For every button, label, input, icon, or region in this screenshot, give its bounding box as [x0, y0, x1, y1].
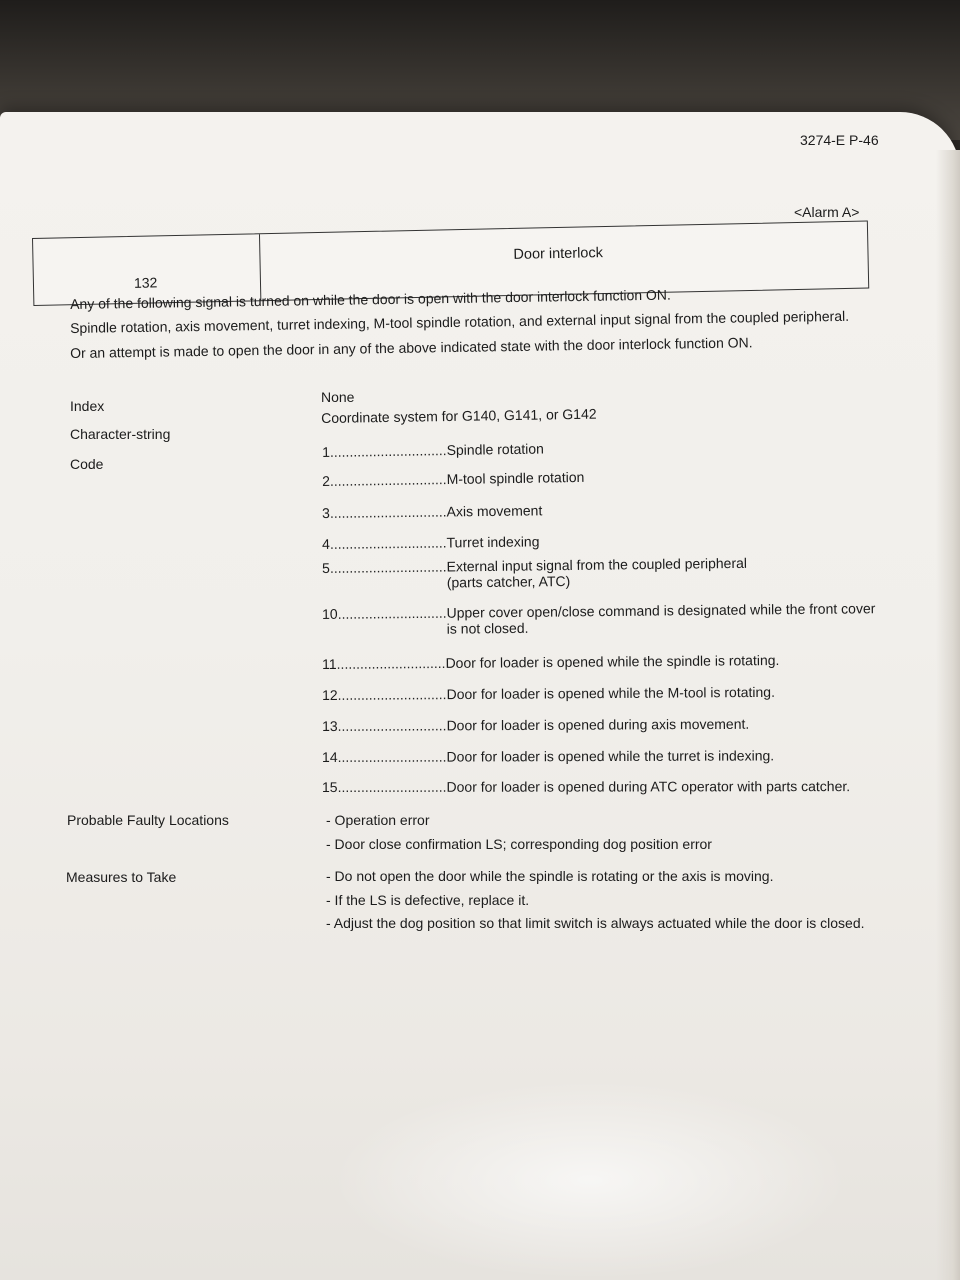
code-number: 13	[322, 717, 338, 734]
code-number: 15	[322, 778, 338, 795]
measure-item-2: - If the LS is defective, replace it.	[326, 892, 530, 908]
document-code: 3274-E P-46	[800, 132, 879, 148]
description-line-3: Or an attempt is made to open the door in any of the above indicated state with the door interlock function ON.	[70, 334, 753, 361]
leader-dots: ............................	[337, 686, 447, 703]
section-heading: <Alarm A>	[794, 204, 860, 220]
measures-label: Measures to Take	[66, 869, 177, 885]
code-description: Door for loader is opened during ATC operator with parts catcher.	[446, 778, 851, 795]
code-description: Door for loader is opened while the spindle is rotating.	[445, 652, 780, 671]
code-number: 11	[322, 655, 337, 672]
code-description: Spindle rotation	[446, 440, 545, 459]
code-label: Code	[70, 456, 104, 472]
code-row-14	[322, 747, 774, 765]
code-number: 3	[322, 504, 330, 521]
code-number: 1	[322, 443, 331, 460]
leader-dots: ..............................	[329, 558, 447, 576]
leader-dots: ............................	[337, 748, 447, 765]
code-description: Door for loader is opened during axis movement.	[446, 715, 750, 734]
faulty-locations-label: Probable Faulty Locations	[67, 812, 229, 828]
measure-item-1: - Do not open the door while the spindle is rotating or the axis is moving.	[326, 868, 774, 884]
code-number: 12	[322, 686, 338, 703]
leader-dots: ............................	[337, 778, 447, 795]
leader-dots: ............................	[337, 717, 447, 734]
code-description: Door for loader is opened while the turret is indexing.	[446, 747, 775, 765]
code-description: M-tool spindle rotation	[446, 468, 585, 488]
description-line-2: Spindle rotation, axis movement, turret indexing, M-tool spindle rotation, and external input signal from the coupled peripheral.	[70, 307, 850, 336]
leader-dots: ..............................	[329, 503, 447, 521]
leader-dots: ..............................	[329, 534, 447, 552]
code-number: 14	[322, 748, 338, 765]
leader-dots: ..............................	[329, 442, 447, 460]
code-row-12	[322, 684, 775, 703]
code-description: Door for loader is opened while the M-tool is rotating.	[446, 683, 776, 703]
leader-dots: ............................	[337, 604, 447, 622]
faulty-item-1: - Operation error	[326, 812, 430, 828]
code-row-4	[322, 533, 540, 552]
leader-dots: ............................	[336, 654, 446, 672]
light-glare	[330, 1080, 850, 1280]
code-row-15	[322, 778, 850, 795]
character-string-value: Coordinate system for G140, G141, or G142	[321, 405, 597, 426]
alarm-title: Door interlock	[513, 245, 604, 263]
page-curl-edge	[936, 150, 960, 1280]
code-number: 4	[322, 535, 330, 552]
code-description: Axis movement	[446, 502, 543, 520]
code-description: External input signal from the coupled peripheral (parts catcher, ATC)	[446, 554, 748, 591]
code-number: 2	[322, 472, 331, 489]
code-row-5	[322, 554, 777, 592]
index-value: None	[321, 389, 355, 405]
character-string-label: Character-string	[70, 426, 171, 442]
code-description: Turret indexing	[446, 533, 540, 551]
index-label: Index	[70, 398, 105, 414]
faulty-item-2: - Door close confirmation LS; corresponding dog position error	[326, 836, 712, 852]
code-number: 5	[322, 559, 330, 576]
code-row-3	[322, 502, 542, 521]
measure-item-3: - Adjust the dog position so that limit switch is always actuated while the door is closed.	[326, 915, 865, 931]
leader-dots: ..............................	[329, 471, 447, 489]
code-number: 10	[322, 605, 338, 622]
code-row-13	[322, 716, 749, 734]
alarm-number: 132	[133, 274, 158, 291]
code-row-10	[322, 600, 877, 638]
code-description: Upper cover open/close command is designated while the front cover is not closed.	[446, 600, 876, 637]
description-line-1: Any of the following signal is turned on while the door is open with the door interlock function ON.	[70, 286, 671, 312]
